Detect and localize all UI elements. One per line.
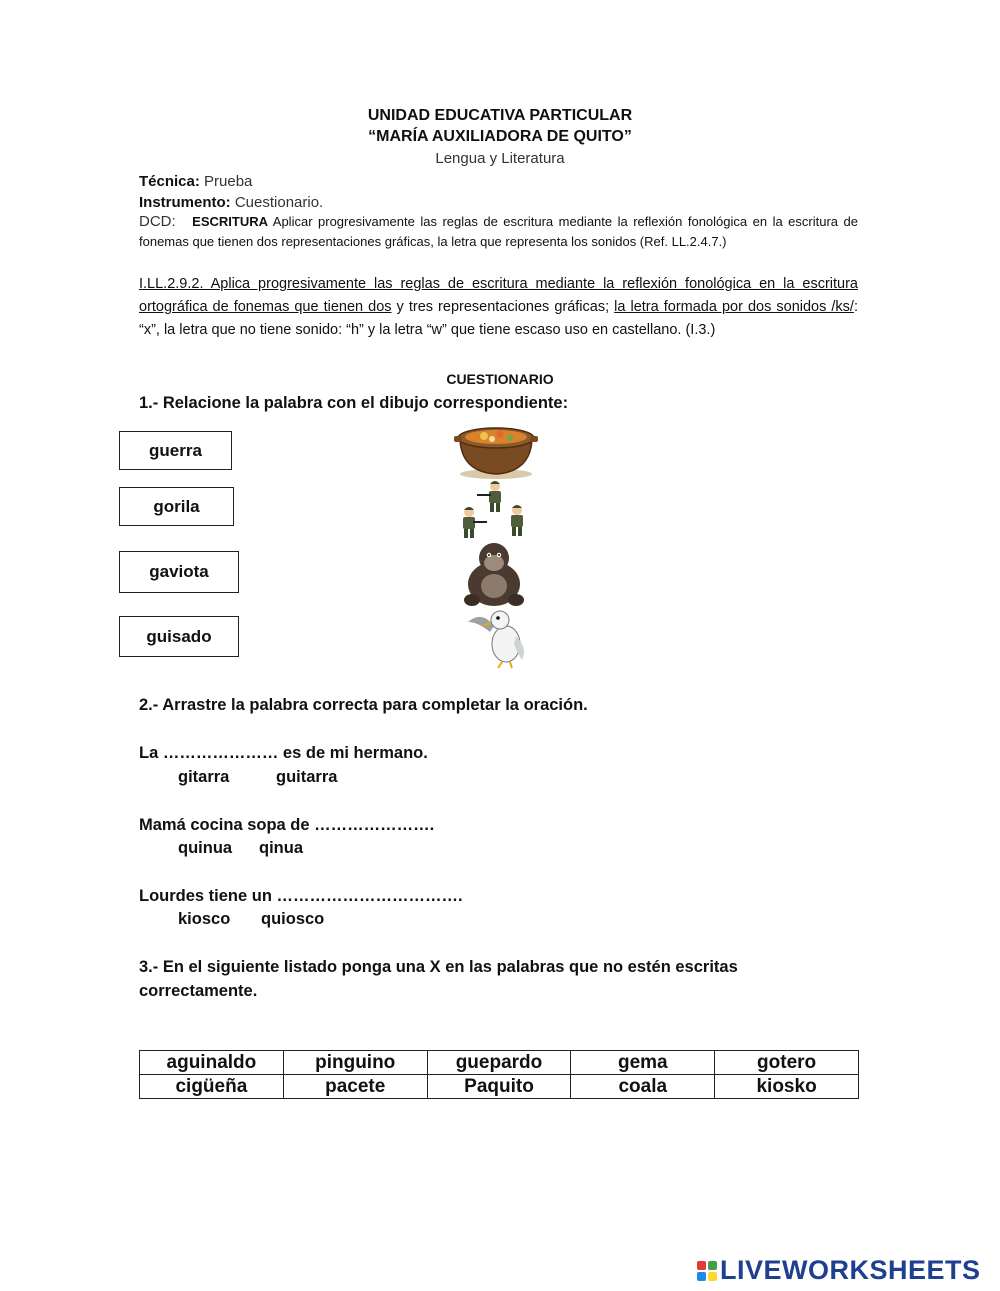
table-cell[interactable]: kiosko xyxy=(715,1075,859,1099)
table-cell[interactable]: pacete xyxy=(283,1075,427,1099)
word-box-guerra[interactable]: guerra xyxy=(119,431,232,470)
q1-title: 1.- Relacione la palabra con el dibujo correspondiente: xyxy=(139,394,569,412)
q2-sentence-3: Lourdes tiene un ……………………………. xyxy=(139,887,463,905)
school-name-line1: UNIDAD EDUCATIVA PARTICULAR xyxy=(367,107,633,124)
q2-sentence-1: La ………………… es de mi hermano. xyxy=(139,744,428,762)
tecnica-value: Prueba xyxy=(204,173,253,190)
q2-option-qinua[interactable]: qinua xyxy=(259,839,303,857)
indicator-underlined-1: I.LL.2.9.2. Aplica progresivamente las reglas de escritura mediante la reflexión fonológica en la escritura ortográfica de fonemas que tienen dos xyxy=(139,276,858,315)
liveworksheets-logo xyxy=(697,1255,981,1286)
word-box-gorila[interactable]: gorila xyxy=(119,487,234,526)
tecnica-label: Técnica: xyxy=(139,173,200,190)
subject-title: Lengua y Literatura xyxy=(435,150,565,167)
instrumento-value: Cuestionario. xyxy=(234,194,324,211)
tecnica-line xyxy=(139,170,252,193)
logo-text: LIVEWORKSHEETS xyxy=(720,1255,981,1285)
table-cell[interactable]: aguinaldo xyxy=(140,1051,284,1075)
q3-title-line2: correctamente. xyxy=(139,982,258,1000)
table-row xyxy=(140,1051,859,1075)
table-row xyxy=(140,1075,859,1099)
word-box-gaviota[interactable]: gaviota xyxy=(119,551,239,593)
seagull-image[interactable] xyxy=(464,604,534,670)
q2-title: 2.- Arrastre la palabra correcta para completar la oración. xyxy=(139,696,588,714)
instrumento-label: Instrumento: xyxy=(139,194,231,211)
school-name-line2: “MARÍA AUXILIADORA DE QUITO” xyxy=(368,128,632,145)
instrumento-line xyxy=(139,191,323,214)
table-cell[interactable]: pinguino xyxy=(283,1051,427,1075)
logo-blocks-icon xyxy=(697,1261,717,1281)
indicator-underlined-2: la letra formada por dos sonidos /ks/ xyxy=(614,299,854,315)
table-cell[interactable]: cigüeña xyxy=(140,1075,284,1099)
gorilla-image[interactable] xyxy=(460,538,528,610)
cuestionario-title: CUESTIONARIO xyxy=(446,371,554,387)
dcd-text: Aplicar progresivamente las reglas de escritura mediante la reflexión fonológica en la escritura de fonemas que tienen dos representaciones gráficas, la letra que representa los sonidos (Ref. LL.2.4.7.) xyxy=(139,214,858,249)
q2-option-kiosco[interactable]: kiosco xyxy=(178,910,231,928)
q3-word-table xyxy=(139,1050,859,1099)
q2-option-quinua[interactable]: quinua xyxy=(178,839,233,857)
stew-pot-image[interactable] xyxy=(452,418,540,480)
dcd-bold: ESCRITURA xyxy=(192,214,268,229)
soldiers-image[interactable] xyxy=(455,478,533,540)
indicator-paragraph xyxy=(139,273,858,342)
q2-sentence-2: Mamá cocina sopa de …………………. xyxy=(139,816,435,834)
table-cell[interactable]: coala xyxy=(571,1075,715,1099)
table-cell[interactable]: Paquito xyxy=(427,1075,571,1099)
q2-option-gitarra[interactable]: gitarra xyxy=(178,768,230,786)
dcd-label: DCD: xyxy=(139,213,176,230)
table-cell[interactable]: guepardo xyxy=(427,1051,571,1075)
q2-option-guitarra[interactable]: guitarra xyxy=(276,768,338,786)
table-cell[interactable]: gema xyxy=(571,1051,715,1075)
q2-option-quiosco[interactable]: quiosco xyxy=(261,910,325,928)
table-cell[interactable]: gotero xyxy=(715,1051,859,1075)
dcd-paragraph xyxy=(139,212,858,252)
q3-title-line1: 3.- En el siguiente listado ponga una X en las palabras que no estén escritas xyxy=(139,958,738,976)
indicator-text-1: y tres representaciones gráficas; xyxy=(391,299,615,315)
indicator-text-2: : “x”, la letra que no tiene sonido: “h” y la letra “w” que tiene escaso uso en castellano. (I.3.) xyxy=(139,299,858,338)
word-box-guisado[interactable]: guisado xyxy=(119,616,239,657)
